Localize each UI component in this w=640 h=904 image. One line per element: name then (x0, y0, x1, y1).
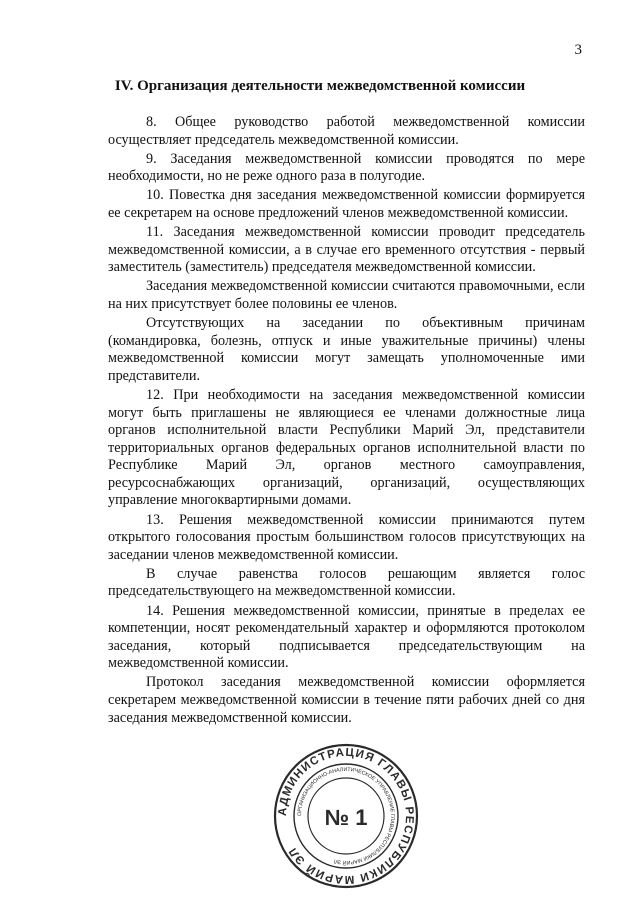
paragraph: 10. Повестка дня заседания межведомственной комиссии формируется ее секретарем на основе предложений членов межведомственной комиссии. (108, 187, 585, 221)
section-heading: IV. Организация деятельности межведомственной комиссии (114, 78, 526, 94)
stamp-inner-text: ОРГАНИЗАЦИОННО-АНАЛИТИЧЕСКОЕ УПРАВЛЕНИЕ ГЛАВЫ РЕСПУБЛИКИ МАРИЙ ЭЛ (296, 766, 396, 866)
paragraph: 11. Заседания межведомственной комиссии проводит председатель межведомственной комиссии, а в случае его временного отсутствия - первый заместитель (заместитель) председателя межведомственной комиссии. (108, 224, 585, 276)
paragraph: 14. Решения межведомственной комиссии, принятые в пределах ее компетенции, носят рекомендательный характер и оформляются протоколом заседания, который подписывается председательствующим на межведомственной комиссии. (108, 602, 585, 672)
paragraph: 12. При необходимости на заседания межведомственной комиссии могут быть приглашены не являющиеся ее членами должностные лица органов исполнительной власти Республики Марий Эл, представители территориальных органов федеральных органов исполнительной власти по Республике Марий Эл, органов местного самоуправления, ресурсоснабжающих организаций, организаций, осуществляющих управление многоквартирными домами. (108, 386, 585, 509)
paragraph: Заседания межведомственной комиссии считаются правомочными, если на них присутствует более половины ее членов. (108, 278, 585, 312)
stamp-number: № 1 (324, 805, 368, 830)
document-body (108, 114, 585, 729)
paragraph: Отсутствующих на заседании по объективным причинам (командировка, болезнь, отпуск и иные уважительные причины) члены межведомственной комиссии могут замещать уполномоченные ими представители. (108, 315, 585, 384)
paragraph: 13. Решения межведомственной комиссии принимаются путем открытого голосования простым большинством голосов присутствующих на заседании членов межведомственной комиссии. (108, 511, 585, 563)
official-stamp (272, 742, 420, 890)
paragraph: 8. Общее руководство работой межведомственной комиссии осуществляет председатель межведомственной комиссии. (108, 114, 585, 148)
paragraph: Протокол заседания межведомственной комиссии оформляется секретарем межведомственной комиссии в течение пяти рабочих дней со дня заседания межведомственной комиссии. (108, 674, 585, 726)
stamp-outer-text: АДМИНИСТРАЦИЯ ГЛАВЫ РЕСПУБЛИКИ МАРИЙ ЭЛ (276, 746, 416, 886)
paragraph: 9. Заседания межведомственной комиссии проводятся по мере необходимости, но не реже одного раза в полугодие. (108, 150, 585, 185)
paragraph: В случае равенства голосов решающим является голос председательствующего на межведомственной комиссии. (108, 565, 585, 600)
page-number: 3 (574, 42, 582, 58)
